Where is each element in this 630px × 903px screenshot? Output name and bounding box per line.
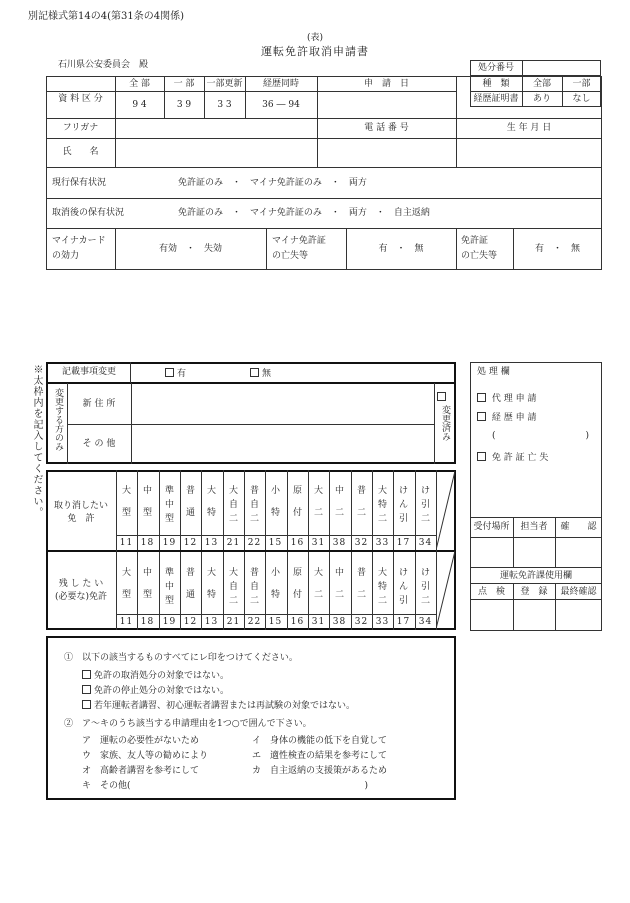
history-yes: あり [532, 94, 551, 104]
furigana-label: フリガナ [62, 123, 99, 133]
reason-i[interactable]: イ 身体の機能の低下を自覚して [252, 736, 388, 746]
keep-license-13[interactable]: け ん 引 [398, 568, 408, 606]
keep-license-8[interactable]: 原 付 [292, 568, 302, 600]
cancel-license-code-9: 31 [311, 538, 326, 548]
shiryo-header-partial: 一 部 [173, 79, 195, 89]
reason-o[interactable]: オ 高齢者講習を参考にして [82, 766, 200, 776]
keep-license-code-12: 33 [375, 617, 390, 627]
license-table-diagonal [436, 471, 455, 629]
cancel-license-4[interactable]: 大 特 [206, 486, 216, 518]
keep-license-label-1: 残 し た い [58, 579, 104, 589]
keep-license-2[interactable]: 準 中 型 [164, 568, 174, 606]
history-cert-label: 経歴証明書 [473, 94, 519, 104]
process-title: 処 理 欄 [477, 367, 510, 377]
change-done-checkbox[interactable] [437, 392, 449, 403]
shiryo-header-history: 経歴同時 [262, 79, 299, 89]
cancel-license-9[interactable]: 大 二 [313, 486, 323, 518]
shiryo-code-partial: 3 9 [176, 100, 192, 110]
cancel-license-5[interactable]: 大 自 二 [228, 486, 238, 524]
change-no-label: 無 [262, 369, 272, 379]
keep-license-14[interactable]: け 引 二 [420, 568, 430, 606]
disposal-number-label: 処分番号 [477, 63, 514, 73]
question-2: ② ア～キのうち該当する申請理由を1つ○で囲んで下さい。 [64, 719, 312, 729]
furigana-field[interactable] [116, 119, 316, 137]
change-yes-label: 有 [177, 369, 187, 379]
keep-license-code-1: 18 [140, 617, 155, 627]
staff-label: 担当者 [520, 522, 548, 532]
keep-license-code-11: 32 [354, 617, 369, 627]
cancel-license-code-11: 32 [354, 538, 369, 548]
new-address-label: 新 住 所 [82, 399, 116, 409]
cancel-license-code-7: 15 [268, 538, 283, 548]
keep-license-9[interactable]: 大 二 [313, 568, 323, 600]
q1-item-2-label: 免許の停止処分の対象ではない。 [94, 686, 230, 696]
reception-place-label: 受付場所 [473, 522, 510, 532]
cancel-license-code-13: 17 [396, 538, 411, 548]
usage-register-label: 登 録 [520, 587, 548, 597]
shiryo-code-history: 36 ― 94 [262, 100, 300, 110]
cancel-license-14[interactable]: け 引 二 [420, 486, 430, 524]
shiryo-label: 資 料 区 分 [58, 94, 103, 104]
proxy-application-option[interactable] [477, 393, 536, 404]
cancel-license-3[interactable]: 普 通 [185, 486, 195, 518]
cancel-license-6[interactable]: 普 自 二 [249, 486, 259, 524]
cancel-license-10[interactable]: 中 二 [334, 486, 344, 518]
history-application-label: 経 歴 申 請 [491, 413, 537, 423]
reason-a[interactable]: ア 運転の必要性がないため [82, 736, 200, 746]
keep-license-7[interactable]: 小 特 [270, 568, 280, 600]
keep-license-11[interactable]: 普 二 [356, 568, 366, 600]
keep-license-code-8: 16 [290, 617, 305, 627]
q1-item-3[interactable] [82, 700, 355, 711]
cancel-license-8[interactable]: 原 付 [292, 486, 302, 518]
question-1: ① 以下の該当するものすべてにレ印をつけてください。 [64, 653, 298, 663]
usage-final-label: 最終確認 [560, 587, 597, 597]
reason-ki[interactable]: キ その他( ) [82, 781, 369, 791]
shiryo-header-renewal: 一部更新 [206, 79, 243, 89]
new-address-field[interactable] [132, 385, 432, 423]
checkbox-icon [437, 392, 446, 401]
phone-label: 電 話 番 号 [364, 123, 409, 133]
myna-license-lost-label-2: の亡失等 [272, 251, 309, 261]
application-date-field[interactable] [318, 92, 455, 117]
keep-license-code-7: 15 [268, 617, 283, 627]
cancel-license-code-2: 19 [162, 538, 177, 548]
checkbox-icon [165, 368, 174, 377]
keep-license-code-4: 13 [204, 617, 219, 627]
checkbox-icon [82, 700, 91, 709]
keep-license-12[interactable]: 大 特 二 [377, 568, 387, 606]
keep-license-0[interactable]: 大 型 [121, 568, 131, 600]
q1-item-1[interactable] [82, 670, 229, 681]
phone-field[interactable] [318, 139, 455, 166]
q1-item-2[interactable] [82, 685, 229, 696]
after-status-options[interactable]: 免許証のみ ・ マイナ免許証のみ ・ 両方 ・ 自主返納 [178, 208, 430, 218]
license-lost-label-2: の亡失等 [461, 251, 498, 261]
addressee: 石川県公安委員会 殿 [58, 60, 149, 70]
q1-item-3-label: 若年運転者講習、初心運転者講習または再試験の対象ではない。 [94, 701, 356, 711]
page-title: 運転免許取消申請書 [261, 45, 369, 58]
side-note: ※太枠内を記入してください。 [31, 364, 42, 518]
license-lost-option[interactable] [477, 452, 548, 463]
cancel-license-code-0: 11 [119, 538, 134, 548]
cancel-license-13[interactable]: け ん 引 [398, 486, 408, 524]
front-label: (表) [306, 33, 324, 43]
myna-label-2: の効力 [52, 251, 80, 261]
license-lost-label-1: 免許証 [461, 236, 489, 246]
cancel-license-12[interactable]: 大 特 二 [377, 486, 387, 524]
after-status-label: 取消後の保有状況 [52, 208, 125, 218]
change-done-label: 変更済み [440, 405, 450, 441]
keep-license-code-13: 17 [396, 617, 411, 627]
proxy-application-label: 代 理 申 請 [491, 394, 537, 404]
keep-license-code-14: 34 [418, 617, 433, 627]
reason-ka[interactable]: カ 自主返納の支援策があるため [252, 766, 388, 776]
change-no-option[interactable] [250, 368, 271, 379]
keep-license-code-2: 19 [162, 617, 177, 627]
cancel-license-code-12: 33 [375, 538, 390, 548]
application-date-label: 申 請 日 [363, 79, 409, 89]
keep-license-label [46, 578, 116, 604]
cancel-license-2[interactable]: 準 中 型 [164, 486, 174, 524]
checkbox-icon [477, 452, 486, 461]
myna-license-lost-options[interactable]: 有 ・ 無 [378, 244, 424, 254]
cancel-license-label-2: 免 許 [67, 514, 95, 524]
cancel-license-1[interactable]: 中 型 [142, 486, 152, 518]
form-id: 別記様式第14の4(第31条の4関係) [28, 11, 184, 22]
q1-item-1-label: 免許の取消処分の対象ではない。 [94, 671, 230, 681]
cancel-license-0[interactable]: 大 型 [121, 486, 131, 518]
other-label: そ の 他 [82, 439, 116, 449]
disposal-type-label: 種 類 [482, 79, 510, 89]
change-label: 記載事項変更 [61, 367, 116, 377]
checkbox-icon [250, 368, 259, 377]
disposal-partial: 一部 [572, 79, 591, 89]
birthdate-field[interactable] [457, 139, 601, 166]
disposal-all: 全部 [532, 79, 551, 89]
reason-u[interactable]: ウ 家族、友人等の勧めにより [82, 751, 209, 761]
shiryo-code-renewal: 3 3 [217, 100, 232, 110]
history-no: なし [572, 94, 591, 104]
cancel-license-code-1: 18 [140, 538, 155, 548]
cancel-license-11[interactable]: 普 二 [356, 486, 366, 518]
cancel-license-code-6: 22 [247, 538, 262, 548]
license-lost-option-label: 免 許 証 亡 失 [491, 453, 549, 463]
keep-license-code-0: 11 [119, 617, 134, 627]
shiryo-header-all: 全 部 [129, 79, 150, 89]
keep-license-code-6: 22 [247, 617, 262, 627]
keep-license-code-5: 21 [226, 617, 241, 627]
keep-license-3[interactable]: 普 通 [185, 568, 195, 600]
name-field[interactable] [116, 139, 316, 166]
keep-license-4[interactable]: 大 特 [206, 568, 216, 600]
keep-license-code-3: 12 [183, 617, 198, 627]
process-note-field[interactable]: ( ) [492, 431, 590, 441]
checkbox-icon [82, 685, 91, 694]
keep-license-code-9: 31 [311, 617, 326, 627]
keep-license-code-10: 38 [332, 617, 347, 627]
birthdate-label: 生 年 月 日 [506, 123, 552, 133]
usage-inspect-label: 点 検 [477, 587, 505, 597]
myna-validity-options[interactable]: 有効 ・ 失効 [158, 244, 222, 254]
keep-license-5[interactable]: 大 自 二 [228, 568, 238, 606]
keep-license-label-2: (必要な)免許 [54, 592, 108, 602]
name-label: 氏 名 [62, 147, 99, 157]
change-side-label: 変更する方のみ [53, 388, 63, 451]
history-application-option[interactable] [477, 412, 536, 423]
current-status-options[interactable]: 免許証のみ ・ マイナ免許証のみ ・ 両方 [178, 178, 367, 188]
cancel-license-7[interactable]: 小 特 [270, 486, 280, 518]
checkbox-icon [477, 393, 486, 402]
license-lost-options[interactable]: 有 ・ 無 [534, 244, 580, 254]
current-status-label: 現行保有状況 [52, 178, 107, 188]
cancel-license-label [46, 500, 116, 526]
cancel-license-code-4: 13 [204, 538, 219, 548]
cancel-license-code-8: 16 [290, 538, 305, 548]
myna-label-1: マイナカード [52, 236, 106, 246]
change-yes-option[interactable] [165, 368, 186, 379]
keep-license-10[interactable]: 中 二 [334, 568, 344, 600]
cancel-license-code-14: 34 [418, 538, 433, 548]
cancel-license-label-1: 取り消したい [53, 501, 108, 511]
cancel-license-code-10: 38 [332, 538, 347, 548]
checkbox-icon [477, 412, 486, 421]
checkbox-icon [82, 670, 91, 679]
reason-e[interactable]: エ 適性検査の結果を参考にして [252, 751, 388, 761]
keep-license-6[interactable]: 普 自 二 [249, 568, 259, 606]
shiryo-code-all: 9 4 [132, 100, 147, 110]
confirm-label: 確 認 [560, 522, 597, 532]
keep-license-1[interactable]: 中 型 [142, 568, 152, 600]
cancel-license-code-5: 21 [226, 538, 241, 548]
usage-title: 運転免許課使用欄 [499, 571, 572, 581]
other-field[interactable] [132, 426, 432, 462]
cancel-license-code-3: 12 [183, 538, 198, 548]
myna-license-lost-label-1: マイナ免許証 [272, 236, 326, 246]
